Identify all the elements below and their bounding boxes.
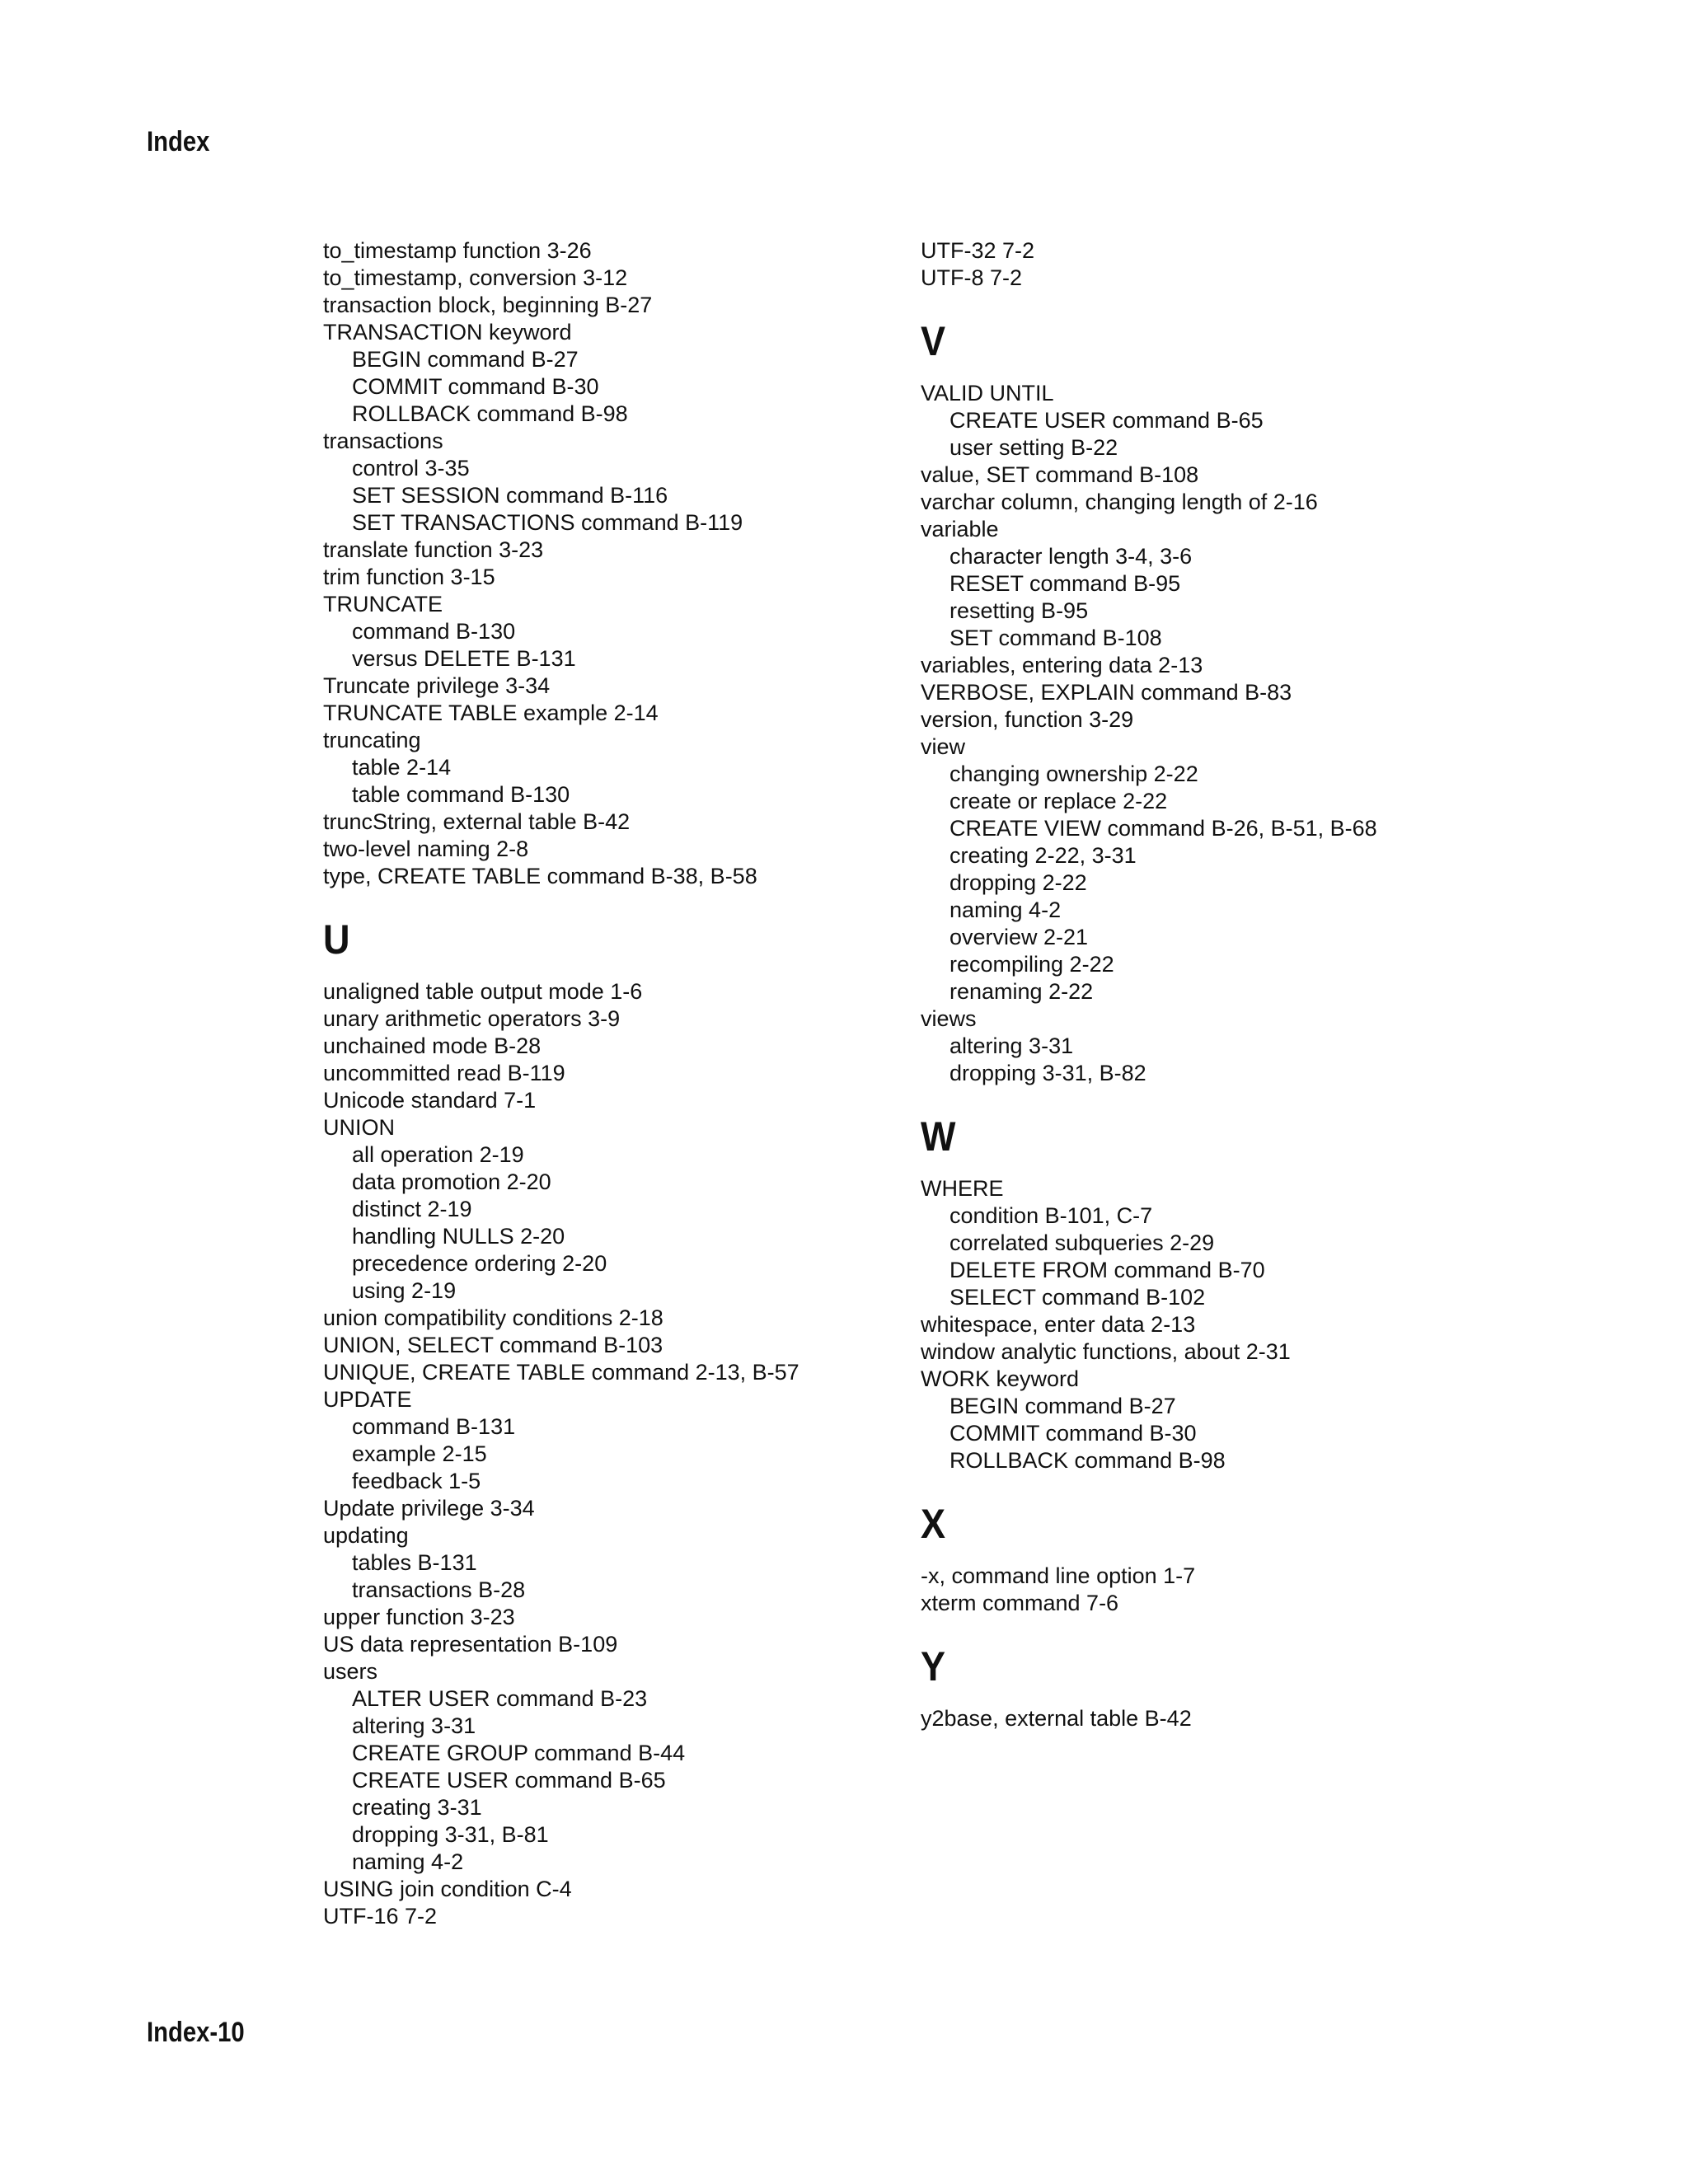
index-subentry: table command B-130 [352,782,570,807]
index-block-v [921,380,1547,1087]
index-subentry: create or replace 2-22 [950,789,1168,813]
index-entry: -x, command line option 1-7 [921,1563,1196,1588]
index-entry: views [921,1006,977,1031]
index-subentry: changing ownership 2-22 [950,762,1198,786]
index-subentry: CREATE VIEW command B-26, B-51, B-68 [950,816,1377,841]
index-subentry: SET SESSION command B-116 [352,483,668,508]
index-subentry: renaming 2-22 [950,979,1094,1004]
index-entry: USING join condition C-4 [323,1877,572,1901]
index-subentry: distinct 2-19 [352,1197,472,1221]
index-entry: y2base, external table B-42 [921,1706,1192,1731]
index-subentry: BEGIN command B-27 [950,1394,1176,1418]
index-block-x [921,1563,1547,1617]
index-subentry: CREATE USER command B-65 [950,408,1264,433]
index-entry: TRUNCATE TABLE example 2-14 [323,701,659,725]
index-entry: variable [921,517,999,541]
section-letter-v: V [921,318,946,364]
index-entry: updating [323,1523,409,1548]
index-entry: Truncate privilege 3-34 [323,673,551,698]
index-subentry: control 3-35 [352,456,470,480]
index-entry: to_timestamp, conversion 3-12 [323,265,628,290]
index-subentry: feedback 1-5 [352,1469,481,1493]
index-subentry: example 2-15 [352,1441,487,1466]
index-subentry: BEGIN command B-27 [352,347,579,372]
index-entry: translate function 3-23 [323,537,544,562]
index-entry: VALID UNTIL [921,381,1054,405]
index-entry: transactions [323,429,443,453]
index-block-t [323,237,950,890]
index-subentry: user setting B-22 [950,435,1118,460]
index-entry: TRUNCATE [323,592,443,616]
index-entry: VERBOSE, EXPLAIN command B-83 [921,680,1292,705]
index-entry: UTF-32 7-2 [921,238,1035,263]
index-entry: UTF-8 7-2 [921,265,1023,290]
index-subentry: CREATE GROUP command B-44 [352,1741,686,1765]
index-entry: users [323,1659,378,1684]
index-entry: value, SET command B-108 [921,462,1199,487]
index-entry: UNION, SELECT command B-103 [323,1333,663,1357]
index-entry: view [921,734,966,759]
index-subentry: SELECT command B-102 [950,1285,1206,1310]
index-subentry: transactions B-28 [352,1577,526,1602]
index-subentry: SET command B-108 [950,626,1162,650]
index-subentry: DELETE FROM command B-70 [950,1258,1265,1282]
index-entry: whitespace, enter data 2-13 [921,1312,1196,1337]
index-entry: truncating [323,728,421,752]
index-subentry: creating 2-22, 3-31 [950,843,1137,868]
index-entry: transaction block, beginning B-27 [323,293,653,317]
index-entry: xterm command 7-6 [921,1591,1119,1615]
index-subentry: dropping 3-31, B-82 [950,1061,1146,1085]
index-subentry: command B-131 [352,1414,516,1439]
index-subentry: ROLLBACK command B-98 [950,1448,1226,1473]
index-entry: truncString, external table B-42 [323,809,631,834]
index-entry: upper function 3-23 [323,1605,515,1629]
index-entry: UTF-16 7-2 [323,1904,438,1929]
index-subentry: naming 4-2 [352,1849,464,1874]
index-subentry: precedence ordering 2-20 [352,1251,607,1276]
index-entry: WORK keyword [921,1366,1080,1391]
index-block-y [921,1705,1547,1732]
index-subentry: using 2-19 [352,1278,457,1303]
index-subentry: tables B-131 [352,1550,477,1575]
index-entry: Update privilege 3-34 [323,1496,535,1521]
index-column-right [921,237,1547,1732]
index-subentry: versus DELETE B-131 [352,646,576,671]
index-subentry: altering 3-31 [352,1713,476,1738]
index-entry: variables, entering data 2-13 [921,653,1203,677]
index-entry: Unicode standard 7-1 [323,1088,537,1113]
section-letter-u: U [323,916,350,963]
index-block-w [921,1175,1547,1474]
page-header: Index [147,126,210,157]
index-subentry: overview 2-21 [950,925,1089,949]
index-block-utf [921,237,1547,292]
index-entry: UNION [323,1115,395,1140]
index-subentry: ROLLBACK command B-98 [352,401,628,426]
index-subentry: dropping 2-22 [950,870,1087,895]
index-entry: UNIQUE, CREATE TABLE command 2-13, B-57 [323,1360,799,1385]
index-entry: type, CREATE TABLE command B-38, B-58 [323,864,757,888]
index-column-left [323,237,950,1930]
index-subentry: command B-130 [352,619,516,644]
index-entry: trim function 3-15 [323,565,495,589]
index-entry: unchained mode B-28 [323,1033,542,1058]
index-subentry: condition B-101, C-7 [950,1203,1153,1228]
index-subentry: character length 3-4, 3-6 [950,544,1193,569]
index-entry: WHERE [921,1176,1004,1201]
index-subentry: COMMIT command B-30 [950,1421,1197,1446]
index-subentry: dropping 3-31, B-81 [352,1822,549,1847]
index-entry: window analytic functions, about 2-31 [921,1339,1291,1364]
index-subentry: ALTER USER command B-23 [352,1686,648,1711]
index-entry: TRANSACTION keyword [323,320,572,344]
index-subentry: recompiling 2-22 [950,952,1114,977]
index-entry: unaligned table output mode 1-6 [323,979,643,1004]
index-subentry: altering 3-31 [950,1033,1074,1058]
index-subentry: handling NULLS 2-20 [352,1224,565,1249]
index-entry: unary arithmetic operators 3-9 [323,1006,621,1031]
index-subentry: CREATE USER command B-65 [352,1768,666,1793]
index-entry: varchar column, changing length of 2-16 [921,490,1318,514]
index-subentry: SET TRANSACTIONS command B-119 [352,510,743,535]
index-subentry: naming 4-2 [950,898,1062,922]
index-subentry: RESET command B-95 [950,571,1181,596]
index-entry: UPDATE [323,1387,412,1412]
index-entry: union compatibility conditions 2-18 [323,1305,663,1330]
index-entry: US data representation B-109 [323,1632,618,1657]
index-subentry: all operation 2-19 [352,1142,524,1167]
index-entry: version, function 3-29 [921,707,1134,732]
index-subentry: data promotion 2-20 [352,1169,551,1194]
index-entry: uncommitted read B-119 [323,1061,565,1085]
index-subentry: correlated subqueries 2-29 [950,1230,1215,1255]
index-subentry: COMMIT command B-30 [352,374,599,399]
index-block-u [323,978,950,1930]
index-subentry: table 2-14 [352,755,452,780]
index-subentry: resetting B-95 [950,598,1089,623]
index-entry: two-level naming 2-8 [323,837,529,861]
section-letter-y: Y [921,1643,946,1690]
index-subentry: creating 3-31 [352,1795,482,1820]
index-entry: to_timestamp function 3-26 [323,238,592,263]
page-number: Index-10 [147,2017,245,2048]
section-letter-x: X [921,1501,946,1547]
section-letter-w: W [921,1113,956,1160]
